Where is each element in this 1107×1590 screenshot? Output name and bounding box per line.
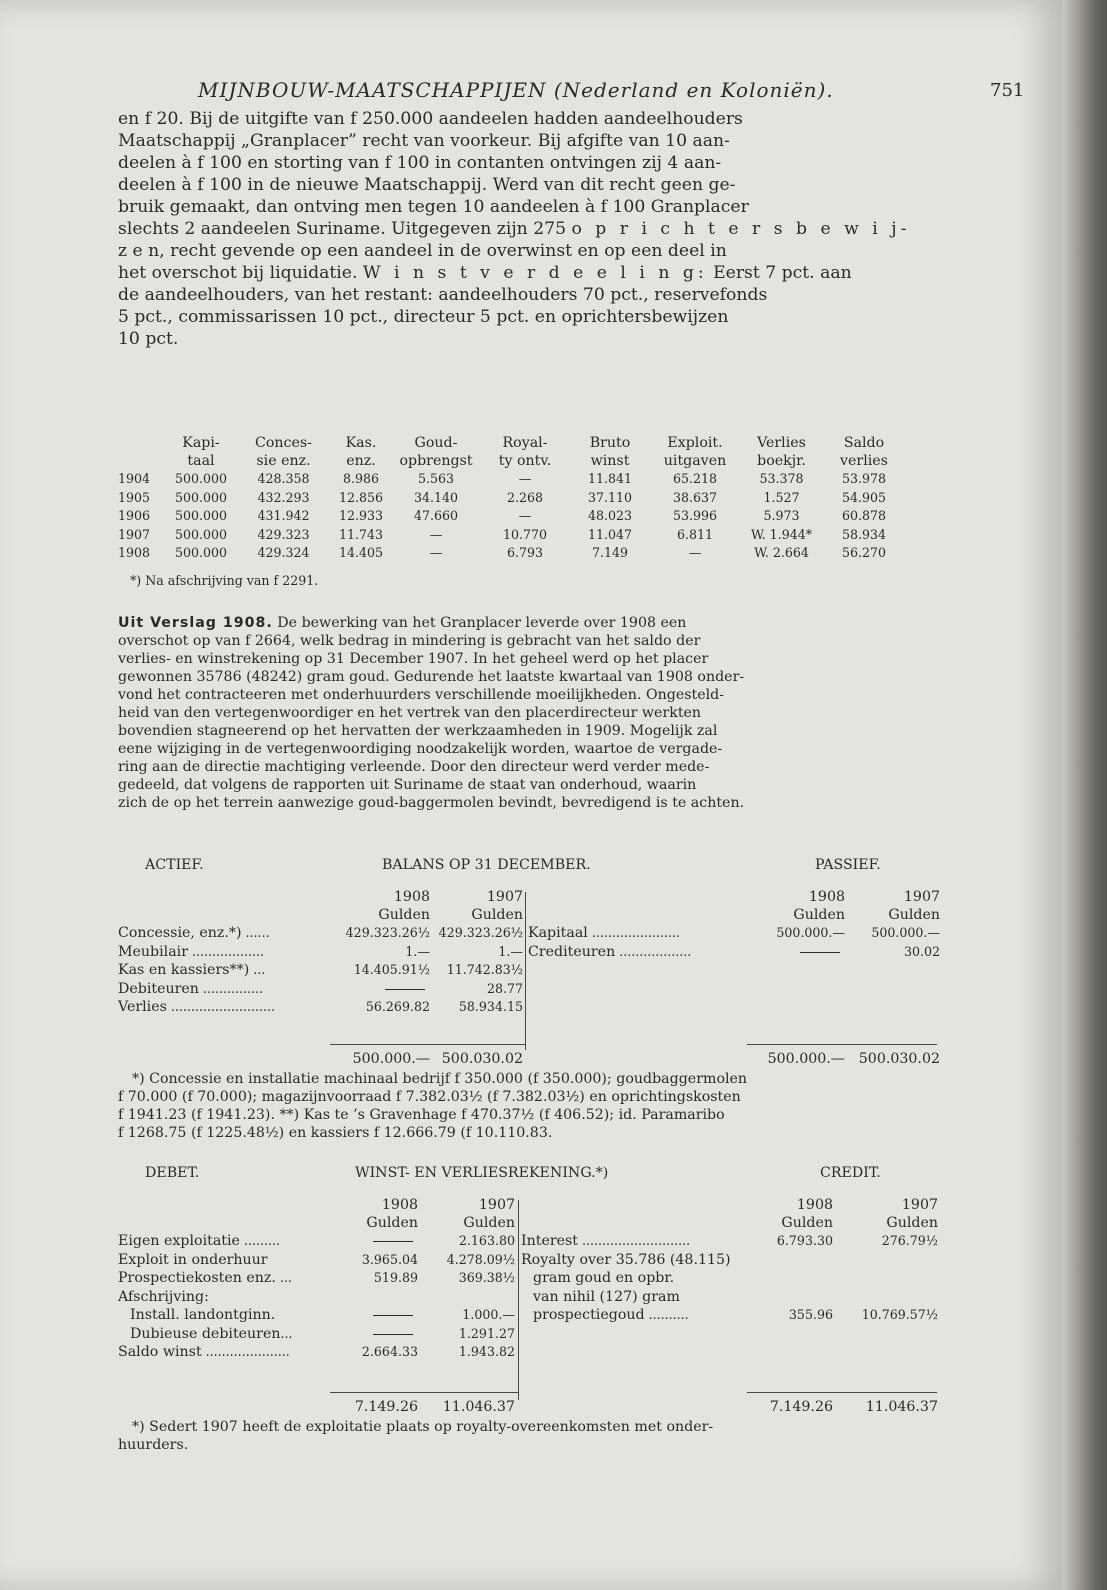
total-value: 7.149.26	[354, 1399, 418, 1415]
total-value: 500.030.02	[858, 1051, 940, 1067]
ledger-value: 500.000.—	[776, 925, 845, 940]
table-cell: 1905	[118, 489, 151, 505]
column-header: Goud-	[414, 435, 458, 451]
year-header: 1908	[381, 1197, 418, 1213]
unit-header: Gulden	[471, 907, 523, 923]
book-spine	[1062, 0, 1107, 1590]
table-cell: 500.000	[174, 471, 228, 486]
verslag-heading: Uit Verslag 1908.	[118, 615, 273, 631]
ledger-value: 1.000.—	[462, 1307, 515, 1322]
total-value: 7.149.26	[769, 1399, 833, 1415]
ledger-value: 519.89	[373, 1270, 418, 1285]
ledger-label: Interest ...........................	[521, 1233, 691, 1249]
column-header: ty ontv.	[498, 453, 552, 469]
table-cell: 5.973	[763, 508, 800, 523]
text-line: *) Sedert 1907 heeft de exploitatie plaats op royalty-overeenkomsten met onder-	[132, 1419, 714, 1435]
text-line: z e n, recht gevende op een aandeel in de overwinst en op een deel in	[118, 241, 727, 261]
total-value: 11.046.37	[865, 1399, 938, 1415]
ledger-value: 355.96	[788, 1307, 833, 1322]
table-cell: 1904	[118, 471, 151, 486]
table-cell: 7.149	[591, 545, 629, 560]
unit-header: Gulden	[781, 1215, 833, 1231]
text-line: f 70.000 (f 70.000); magazijnvoorraad f 7.382.03½ (f 7.382.03½) en oprichtingskosten	[118, 1089, 741, 1105]
year-header: 1907	[478, 1197, 515, 1213]
text-line: zich de op het terrein aanwezige goud-baggermolen bevindt, bevredigend is te achten.	[118, 795, 745, 811]
text-line: overschot op van f 2664, welk bedrag in mindering is gebracht van het saldo der	[118, 633, 701, 649]
text-line: eene wijziging in de vertegenwoordiging noodzakelijk worden, waartoe de vergade-	[118, 741, 723, 757]
text-line: gedeeld, dat volgens de rapporten uit Suriname de staat van onderhoud, waarin	[118, 777, 697, 793]
column-header: Conces-	[255, 435, 312, 451]
year-header: 1908	[393, 889, 430, 905]
column-header: uitgaven	[663, 453, 727, 469]
table-cell: —	[518, 508, 532, 523]
column-header: enz.	[346, 453, 376, 469]
table-row	[118, 507, 904, 526]
column-header: Bruto	[589, 435, 631, 451]
table-row	[118, 489, 904, 508]
ledger-value: 1.291.27	[458, 1325, 515, 1341]
table-cell: 53.996	[672, 508, 718, 523]
ledger-label: Concessie, enz.*) ......	[118, 925, 270, 941]
column-header: taal	[187, 453, 215, 469]
dash-mark	[373, 1334, 413, 1335]
table-cell: 11.743	[338, 526, 384, 542]
statistics-table	[118, 434, 904, 563]
ledger-value: 56.269.82	[365, 999, 430, 1014]
table-cell: 429.323	[257, 526, 310, 542]
ledger-value: 28.77	[486, 980, 523, 996]
dash-mark	[385, 989, 425, 990]
table-row	[118, 544, 904, 563]
spaced-term: W i n s t v e r d e e l i n g:	[362, 263, 708, 283]
unit-header: Gulden	[793, 907, 845, 923]
table-cell: 1906	[118, 508, 151, 523]
table-cell: 65.218	[672, 471, 718, 486]
intro-paragraph	[118, 108, 910, 350]
ledger-label: prospectiegoud ..........	[533, 1307, 689, 1323]
text-line: bruik gemaakt, dan ontving men tegen 10 aandeelen à f 100 Granplacer	[118, 197, 749, 217]
column-header: winst	[590, 453, 630, 469]
table-cell: 500.000	[174, 526, 228, 542]
text-line: en f 20. Bij de uitgifte van f 250.000 aandeelen hadden aandeelhouders	[118, 109, 743, 129]
year-header: 1907	[486, 889, 523, 905]
table-cell: 48.023	[587, 508, 633, 523]
table-cell: 500.000	[174, 489, 228, 505]
text-line: 5 pct., commissarissen 10 pct., directeur 5 pct. en oprichtersbewijzen	[118, 307, 729, 327]
text-line: huurders.	[118, 1437, 189, 1453]
ledger-label: Eigen exploitatie .........	[118, 1233, 280, 1249]
text-line: *) Concessie en installatie machinaal bedrijf f 350.000 (f 350.000); goudbaggermolen	[132, 1071, 748, 1087]
text-line: deelen à f 100 in de nieuwe Maatschappij. Werd van dit recht geen ge-	[118, 175, 736, 195]
column-header: boekjr.	[757, 453, 806, 469]
year-header: 1908	[796, 1197, 833, 1213]
text-line: Maatschappij „Granplacer” recht van voorkeur. Bij afgifte van 10 aan-	[118, 131, 730, 151]
ledger-value: 1.—	[498, 943, 523, 959]
text-line: de aandeelhouders, van het restant: aandeelhouders 70 pct., reservefonds	[118, 285, 768, 305]
table-cell: 428.358	[257, 471, 310, 486]
ledger-value: 4.278.09½	[446, 1251, 515, 1267]
ledger-label: Royalty over 35.786 (48.115)	[521, 1251, 731, 1268]
column-header: Verlies	[757, 435, 806, 451]
ledger-value: 3.965.04	[361, 1251, 418, 1267]
page-number: 751	[990, 80, 1025, 101]
table-cell: 1908	[118, 545, 151, 560]
table-cell: 5.563	[417, 471, 455, 486]
table-cell: W. 2.664	[754, 545, 809, 560]
table-cell: 11.841	[587, 471, 633, 486]
total-value: 500.030.02	[441, 1051, 523, 1067]
table-cell: 47.660	[413, 508, 459, 523]
table-cell: 60.878	[841, 508, 887, 523]
total-value: 500.000.—	[352, 1051, 430, 1067]
table-cell: 54.905	[841, 489, 887, 505]
ledger-label: Verlies ..........................	[118, 999, 275, 1015]
winst-left-title: DEBET.	[145, 1165, 200, 1181]
table-cell: 6.811	[676, 526, 714, 542]
unit-header: Gulden	[378, 907, 430, 923]
total-value: 11.046.37	[442, 1399, 515, 1415]
ledger-label: Afschrijving:	[118, 1288, 209, 1305]
table-cell: 6.793	[506, 545, 544, 560]
winst-right-title: CREDIT.	[820, 1165, 881, 1181]
ledger-value: 6.793.30	[776, 1233, 833, 1248]
dash-mark	[373, 1241, 413, 1242]
verslag-paragraph	[118, 614, 744, 812]
ledger-value: 1.—	[405, 943, 430, 959]
table-cell: 500.000	[174, 508, 228, 523]
table-cell: 1.527	[763, 489, 800, 505]
table-cell: —	[688, 545, 702, 560]
ledger-value: 1.943.82	[458, 1344, 515, 1359]
dash-mark	[373, 1315, 413, 1316]
table-cell: 34.140	[413, 489, 459, 505]
column-header	[118, 452, 166, 470]
text-line: bovendien stagneerend op het hervatten der werkzaamheden in 1909. Mogelijk zal	[118, 723, 718, 739]
ledger-value: 10.769.57½	[861, 1307, 938, 1322]
column-header	[118, 434, 166, 452]
ledger-label: van nihil (127) gram	[533, 1288, 680, 1305]
column-header: Kapi-	[182, 435, 220, 451]
text-line: Uit Verslag 1908. De bewerking van het Granplacer leverde over 1908 een	[118, 615, 687, 631]
ledger-label: Prospectiekosten enz. ...	[118, 1270, 292, 1286]
ledger-value: 58.934.15	[458, 999, 523, 1014]
table-cell: 429.324	[257, 545, 310, 560]
text-line: f 1941.23 (f 1941.23). **) Kas te ’s Gravenhage f 470.37½ (f 406.52); id. Paramaribo	[118, 1107, 725, 1123]
table-cell: 53.378	[759, 471, 804, 486]
column-header: Royal-	[502, 435, 548, 451]
table-cell: 37.110	[587, 489, 633, 505]
text-line: het overschot bij liquidatie. W i n s t v e r d e e l i n g: Eerst 7 pct. aan	[118, 263, 852, 283]
running-header: MIJNBOUW-MAATSCHAPPIJEN (Nederland en Koloniën).	[198, 78, 834, 102]
ledger-label: Kas en kassiers**) ...	[118, 962, 266, 978]
balans-title: BALANS OP 31 DECEMBER.	[382, 857, 591, 873]
text-line: f 1268.75 (f 1225.48½) en kassiers f 12.666.79 (f 10.110.83.	[118, 1125, 553, 1141]
table-cell: 12.933	[338, 508, 384, 523]
text-line: vond het contracteeren met onderhuurders verschillende moeilijkheden. Ongesteld-	[118, 687, 725, 703]
dash-mark	[800, 952, 840, 953]
table-cell: 10.770	[502, 526, 548, 542]
column-header: Saldo	[843, 435, 885, 451]
ledger-label: Kapitaal ......................	[528, 925, 680, 941]
ledger-value: 500.000.—	[871, 925, 940, 940]
table-cell: —	[518, 471, 532, 486]
balans-notes	[118, 1070, 747, 1142]
table-row	[118, 526, 904, 545]
ledger-label: Debiteuren ...............	[118, 980, 264, 997]
table-cell: 14.405	[338, 545, 384, 560]
ledger-value: 2.664.33	[361, 1344, 418, 1359]
winst-notes	[118, 1418, 713, 1454]
balans-right-title: PASSIEF.	[815, 857, 881, 873]
text-line: ring aan de directie machtiging verleende. Door den directeur werd verder mede-	[118, 759, 710, 775]
ledger-value: 14.405.91½	[353, 962, 430, 977]
winst-title: WINST- EN VERLIESREKENING.*)	[355, 1165, 609, 1181]
spaced-term: o p r i c h t e r s b e w i j-	[571, 219, 911, 239]
table-cell: 1907	[118, 526, 151, 542]
year-header: 1907	[903, 889, 940, 905]
ledger-value: 369.38½	[458, 1270, 515, 1285]
table-cell: 56.270	[841, 545, 887, 560]
ledger-label: Exploit in onderhuur	[118, 1251, 268, 1268]
table-cell: —	[429, 526, 443, 542]
column-header: Exploit.	[667, 435, 723, 451]
unit-header: Gulden	[366, 1215, 418, 1231]
table-cell: 11.047	[587, 526, 633, 542]
column-header: sie enz.	[256, 453, 311, 469]
ledger-value: 11.742.83½	[446, 962, 523, 977]
table-cell: —	[429, 545, 443, 560]
balans-left-title: ACTIEF.	[145, 857, 204, 873]
unit-header: Gulden	[888, 907, 940, 923]
ledger-value: 429.323.26½	[345, 925, 430, 940]
ledger-value: 2.163.80	[458, 1233, 515, 1248]
total-value: 500.000.—	[767, 1051, 845, 1067]
table-cell: 53.978	[841, 471, 887, 486]
ledger-value: 30.02	[903, 943, 940, 959]
table-row	[118, 470, 904, 489]
table-cell: 431.942	[257, 508, 310, 523]
ledger-label: Saldo winst .....................	[118, 1344, 290, 1360]
ledger-label: Crediteuren ..................	[528, 943, 692, 960]
unit-header: Gulden	[886, 1215, 938, 1231]
stats-footnote: *) Na afschrijving van f 2291.	[130, 573, 319, 588]
column-header: verlies	[840, 453, 888, 469]
table-cell: 8.986	[342, 471, 380, 486]
ledger-label: Meubilair ..................	[118, 943, 265, 960]
table-cell: 58.934	[841, 526, 887, 542]
text-line: slechts 2 aandeelen Suriname. Uitgegeven zijn 275 o p r i c h t e r s b e w i j-	[118, 219, 911, 239]
text-line: deelen à f 100 en storting van f 100 in contanten ontvingen zij 4 aan-	[118, 153, 722, 173]
table-cell: 2.268	[506, 489, 544, 505]
table-cell: 12.856	[338, 489, 384, 505]
text-line: heid van den vertegenwoordiger en het vertrek van den placerdirecteur werkten	[118, 705, 702, 721]
ledger-label: Install. landontginn.	[130, 1307, 276, 1323]
ledger-label: Dubieuse debiteuren...	[130, 1325, 293, 1342]
ledger-value: 429.323.26½	[438, 925, 523, 940]
text-line: verlies- en winstrekening op 31 December 1907. In het geheel werd op het placer	[118, 651, 709, 667]
ledger-value: 276.79½	[881, 1233, 938, 1248]
unit-header: Gulden	[463, 1215, 515, 1231]
ledger-label: gram goud en opbr.	[533, 1270, 675, 1286]
table-cell: 500.000	[174, 545, 228, 560]
text-line: 10 pct.	[118, 329, 179, 349]
year-header: 1908	[808, 889, 845, 905]
year-header: 1907	[901, 1197, 938, 1213]
table-cell: 432.293	[257, 489, 310, 505]
column-header: Kas.	[345, 435, 377, 451]
table-cell: 38.637	[672, 489, 718, 505]
table-cell: W. 1.944*	[750, 526, 813, 542]
text-line: gewonnen 35786 (48242) gram goud. Gedurende het laatste kwartaal van 1908 onder-	[118, 669, 745, 685]
column-header: opbrengst	[399, 453, 473, 469]
